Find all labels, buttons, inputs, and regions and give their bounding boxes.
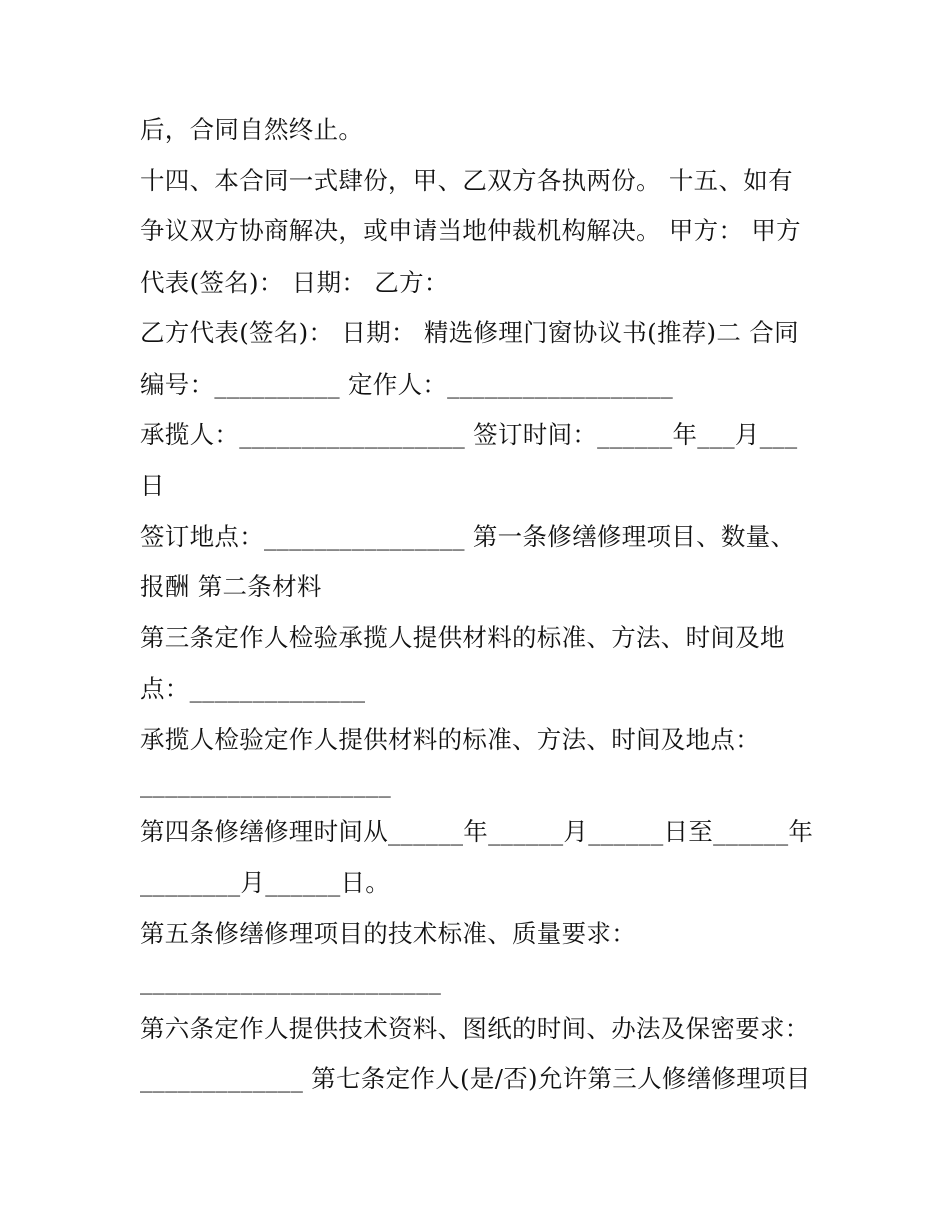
text-line: 十四、本合同一式肆份，甲、乙双方各执两份。 十五、如有 [140,166,793,195]
text-line: 点：______________ [140,674,366,703]
text-line: 第六条定作人提供技术资料、图纸的时间、办法及保密要求： [140,1014,810,1043]
text-line: ________月______日。 [140,868,391,897]
text-line: 日 [140,471,165,500]
text-line: 签订地点：________________ 第一条修缮修理项目、数量、 [140,522,796,551]
text-line: 承揽人：__________________ 签订时间：______年___月___ [140,420,798,449]
text-line: ____________________ [140,769,391,798]
text-line: _____________ 第七条定作人(是/否)允许第三人修缮修理项目 [140,1064,811,1093]
text-line: 报酬 第二条材料 [140,572,322,601]
text-line: 编号：__________ 定作人：__________________ [140,370,674,399]
text-line: 第三条定作人检验承揽人提供材料的标准、方法、时间及地 [140,623,785,652]
text-line: 代表(签名)： 日期： 乙方： [140,268,449,297]
text-line: 第五条修缮修理项目的技术标准、质量要求： [140,919,636,948]
text-line: ________________________ [140,966,442,995]
text-line: 第四条修缮修理时间从______年______月______日至______年 [140,817,814,846]
text-line: 乙方代表(签名)： 日期： 精选修理门窗协议书(推荐)二 合同 [140,318,799,347]
text-line: 承揽人检验定作人提供材料的标准、方法、时间及地点： [140,725,760,754]
text-line: 争议双方协商解决，或申请当地仲裁机构解决。 甲方： 甲方 [140,216,801,245]
text-line: 后，合同自然终止。 [140,115,364,144]
